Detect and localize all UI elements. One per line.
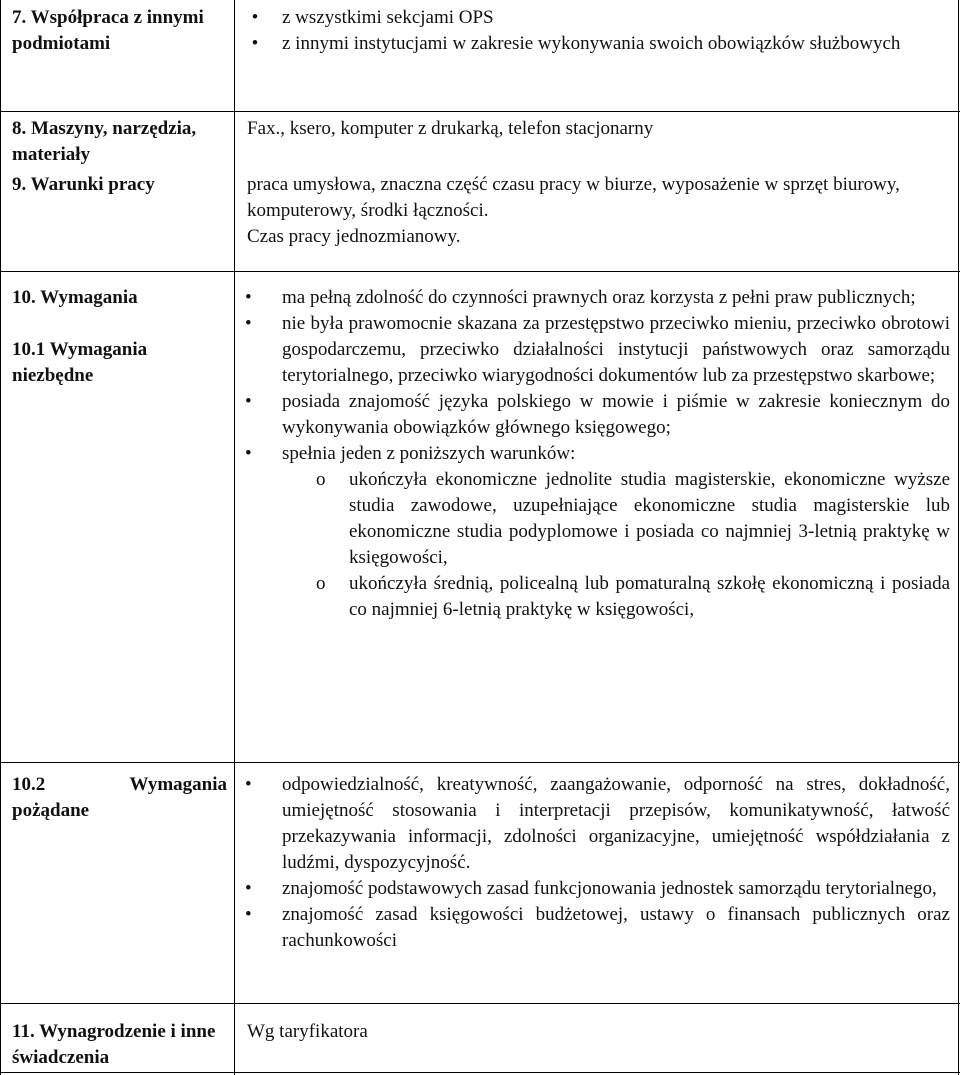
table-border-right [958,0,959,1075]
table-border-left [0,0,1,1075]
row-7-label: 7. Współpraca z innymi podmiotami [12,7,204,54]
list-item: • z wszystkimi sekcjami OPS [245,5,950,31]
list-item: • z innymi instytucjami w zakresie wykonywania swoich obowiązków służbowych [245,31,950,57]
bullet-icon: • [245,313,252,334]
circle-bullet-icon: o [316,573,326,594]
list-item: • odpowiedzialność, kreatywność, zaangażowanie, odporność na stres, dokładność, umiejętność stosowania i interpretacji przepisów, komunikatywność, łatwość przekazywania informacji, zdolności organizacyjne, umiejętność współdziałania z ludźmi, dyspozycyjność. [245,774,950,873]
list-item: • znajomość podstawowych zasad funkcjonowania jednostek samorządu terytorialnego, [245,876,950,902]
row-divider [0,271,960,272]
list-item: • spełnia jeden z poniższych warunków: [245,441,950,467]
working-conditions-text: praca umysłowa, znaczna część czasu pracy w biurze, wyposażenie w sprzęt biurowy, komputerowy, środki łączności. [247,174,900,221]
row-9-label: 9. Warunki pracy [12,174,155,195]
sub-list-item: o ukończyła średnią, policealną lub pomaturalną szkołę ekonomiczną i posiada co najmniej 6-letnią praktykę w księgowości, [316,573,950,620]
circle-bullet-icon: o [316,469,326,490]
list-item: • znajomość zasad księgowości budżetowej, ustawy o finansach publicznych oraz rachunkowości [245,904,950,951]
row-11-label: 11. Wynagrodzenie i inne świadczenia [12,1021,216,1068]
row-9-content [247,172,907,250]
table-column-divider [234,0,235,1075]
row-10-1-label: 10.1 Wymagania niezbędne [12,339,148,386]
row-10-content [245,285,950,623]
list-item: • ma pełną zdolność do czynności prawnych oraz korzysta z pełni praw publicznych; [245,285,950,311]
row-7-content [245,5,950,57]
list-item: • posiada znajomość języka polskiego w mowie i piśmie w zakresie koniecznym do wykonywania obowiązków głównego księgowego; [245,391,950,438]
working-hours-text: Czas pracy jednozmianowy. [247,226,461,247]
bullet-icon: • [245,904,252,925]
row-10-2-label: 10.2 Wymagania pożądane [12,774,227,821]
bullet-icon: • [245,774,252,795]
row-10-label: 10. Wymagania [12,287,138,308]
sub-list-item: o ukończyła ekonomiczne jednolite studia magisterskie, ekonomiczne wyższe studia zawodowe, uzupełniające ekonomiczne studia magisterskie lub ekonomiczne studia podyplomowe i posiada co najmniej 3-letnią praktykę w księgowości, [316,469,950,568]
row-divider [0,762,960,763]
row-8-content: Fax., ksero, komputer z drukarką, telefon stacjonarny [247,118,654,139]
row-divider [0,111,960,112]
bullet-icon: • [251,33,259,54]
list-item: • nie była prawomocnie skazana za przestępstwo przeciwko mieniu, przeciwko obrotowi gospodarczemu, przeciwko działalności instytucji państwowych oraz samorządu terytorialnego, przeciwko wiarygodności dokumentów lub za przestępstwo skarbowe; [245,313,950,386]
bullet-icon: • [245,443,252,464]
row-8-label: 8. Maszyny, narzędzia, materiały [12,118,197,165]
row-11-content: Wg taryfikatora [247,1021,368,1042]
row-10-2-content [245,772,950,954]
bullet-icon: • [245,287,252,308]
row-divider [0,1003,960,1004]
bullet-icon: • [245,878,252,899]
bullet-icon: • [251,7,259,28]
bullet-icon: • [245,391,252,412]
table-border-bottom [0,1072,960,1073]
